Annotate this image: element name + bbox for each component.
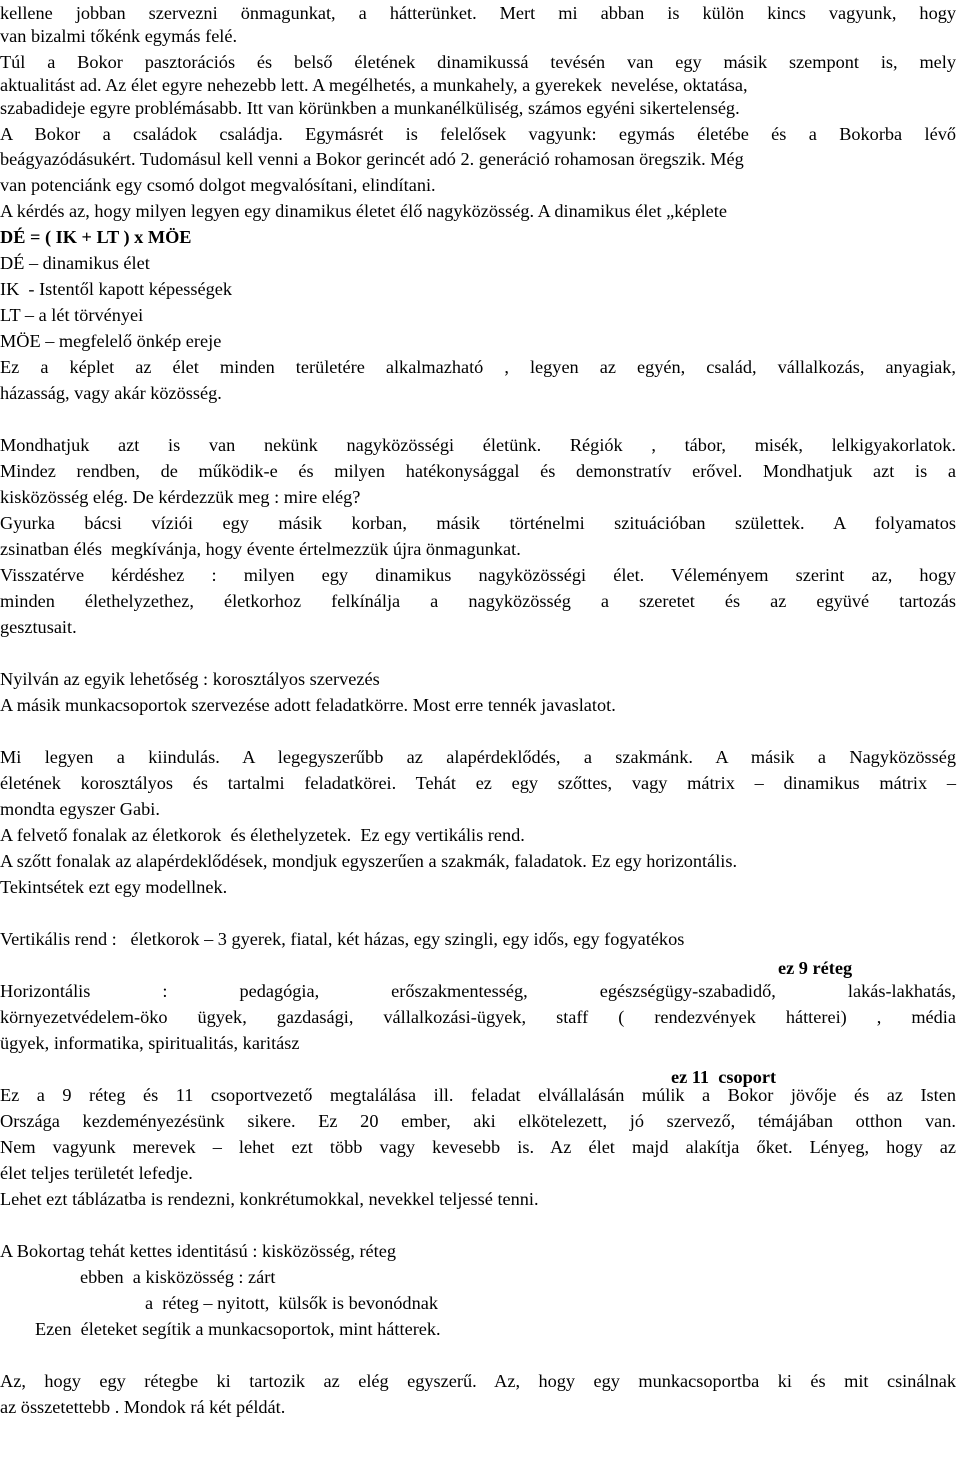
text-line: Az, hogy egy rétegbe ki tartozik az elég egyszerű. Az, hogy egy munkacsoportba ki és mit csinálnak: [0, 1371, 956, 1391]
text-line: kisközösség elég. De kérdezzük meg : mire elég?: [0, 487, 361, 507]
text-line: Országa kezdeményezésünk sikere. Ez 20 ember, aki elkötelezett, jó szervező, témájában otthon van.: [0, 1111, 956, 1131]
text-line: ebben a kisközösség : zárt: [80, 1267, 276, 1287]
text-line: A Bokor a családok családja. Egymásrét is felelősek vagyunk: egymás életébe és a Bokorba lévő: [0, 124, 956, 144]
text-line: A felvető fonalak az életkorok és élethelyzetek. Ez egy vertikális rend.: [0, 825, 525, 845]
text-line: MÖE – megfelelő önkép ereje: [0, 331, 222, 351]
text-line: szabadideje egyre problémásabb. Itt van körünkben a munkanélküliség, számos egyéni sikertelenség.: [0, 98, 740, 118]
text-line: Horizontális : pedagógia, erőszakmentesség, egészségügy-szabadidő, lakás-lakhatás,: [0, 981, 956, 1001]
text-line: kellene jobban szervezni önmagunkat, a hátterünket. Mert mi abban is külön kincs vagyunk, hogy: [0, 3, 956, 23]
text-line: IK - Istentől kapott képességek: [0, 279, 233, 299]
text-line: A szőtt fonalak az alapérdeklődések, mondjuk egyszerűen a szakmák, faladatok. Ez egy horizontális.: [0, 851, 738, 871]
text-line: Nyilván az egyik lehetőség : korosztályos szervezés: [0, 669, 380, 689]
text-line: Visszatérve kérdéshez : milyen egy dinamikus nagyközösségi élet. Véleményem szerint az, hogy: [0, 565, 956, 585]
text-line: Nem vagyunk merevek – lehet ezt több vagy kevesebb is. Az élet majd alakítja őket. Lényeg, hogy az: [0, 1137, 956, 1157]
text-line: házasság, vagy akár közösség.: [0, 383, 222, 403]
text-line: LT – a lét törvényei: [0, 305, 144, 325]
text-line: zsinatban élés megkívánja, hogy évente értelmezzük újra önmagunkat.: [0, 539, 521, 559]
text-line: van potenciánk egy csomó dolgot megvalósítani, elindítani.: [0, 175, 436, 195]
text-line: környezetvédelem-öko ügyek, gazdasági, vállalkozási-ügyek, staff ( rendezvények hátterei) , média: [0, 1007, 956, 1027]
text-line: A másik munkacsoportok szervezése adott feladatkörre. Most erre tennék javaslatot.: [0, 695, 616, 715]
text-line: Ez a képlet az élet minden területére alkalmazható , legyen az egyén, család, vállalkozás, anyagiak,: [0, 357, 956, 377]
text-line: beágyazódásukért. Tudomásul kell venni a Bokor gerincét adó 2. generáció rohamosan öregszik. Még: [0, 149, 744, 169]
text-line: A kérdés az, hogy milyen legyen egy dinamikus életet élő nagyközösség. A dinamikus élet „képlete: [0, 201, 727, 221]
text-line: a réteg – nyitott, külsők is bevonódnak: [145, 1293, 438, 1313]
text-line: van bizalmi tőkénk egymás felé.: [0, 26, 238, 46]
text-line: Mindez rendben, de működik-e és milyen hatékonysággal és demonstratív erővel. Mondhatjuk azt is a: [0, 461, 956, 481]
text-line: Gyurka bácsi víziói egy másik korban, másik történelmi szituációban születtek. A folyamatos: [0, 513, 956, 533]
groups-count-label: ez 11 csoport: [671, 1067, 777, 1087]
text-line: Tekintsétek ezt egy modellnek.: [0, 877, 228, 897]
text-line: gesztusait.: [0, 617, 77, 637]
text-line: DÉ = ( IK + LT ) x MÖE: [0, 227, 192, 247]
text-line: minden élethelyzethez, életkorhoz felkínálja a nagyközösség a szeretet és az együvé tartozás: [0, 591, 956, 611]
text-line: Mi legyen a kiindulás. A legegyszerűbb az alapérdeklődés, a szakmánk. A másik a Nagyközösség: [0, 747, 956, 767]
text-line: ügyek, informatika, spiritualitás, karitász: [0, 1033, 300, 1053]
text-line: DÉ – dinamikus élet: [0, 253, 150, 273]
text-line: Ezen életeket segítik a munkacsoportok, mint hátterek.: [35, 1319, 441, 1339]
text-line: mondta egyszer Gabi.: [0, 799, 160, 819]
text-line: élet teljes területét lefedje.: [0, 1163, 193, 1183]
text-line: életének korosztályos és tartalmi feladatkörei. Tehát ez egy szőttes, vagy mátrix – dinamikus mátrix –: [0, 773, 956, 793]
text-line: Ez a 9 réteg és 11 csoportvezető megtalálása ill. feladat elvállalásán múlik a Bokor jövője és az Isten: [0, 1085, 956, 1105]
text-line: Mondhatjuk azt is van nekünk nagyközösségi életünk. Régiók , tábor, misék, lelkigyakorlatok.: [0, 435, 956, 455]
text-line: az összetettebb . Mondok rá két példát.: [0, 1397, 286, 1417]
layers-count-label: ez 9 réteg: [778, 958, 853, 978]
text-line: A Bokortag tehát kettes identitású : kisközösség, réteg: [0, 1241, 397, 1261]
text-line: Lehet ezt táblázatba is rendezni, konkrétumokkal, nevekkel teljessé tenni.: [0, 1189, 539, 1209]
text-line: Túl a Bokor pasztorációs és belső életének dinamikussá tevésén van egy másik szempont is, mely: [0, 52, 956, 72]
text-line: aktualitást ad. Az élet egyre nehezebb lett. A megélhetés, a munkahely, a gyerekek nevelése, oktatása,: [0, 75, 748, 95]
text-line: Vertikális rend : életkorok – 3 gyerek, fiatal, két házas, egy szingli, egy idős, egy fogyatékos: [0, 929, 685, 949]
